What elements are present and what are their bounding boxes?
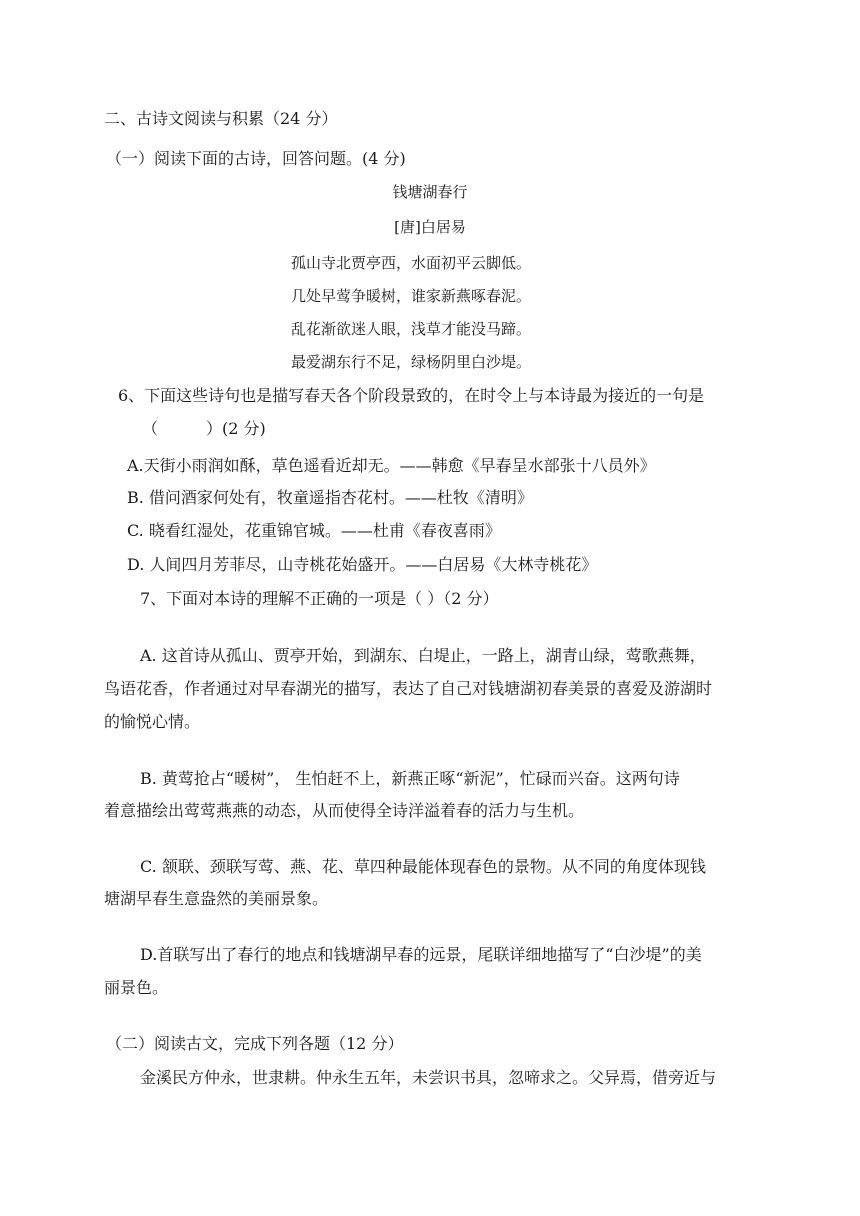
question-7-option-c-line: 塘湖早春生意盎然的美丽景象。 xyxy=(104,889,329,908)
poem-author: [唐]白居易 xyxy=(394,218,466,236)
question-6-stem: 6、下面这些诗句也是描写春天各个阶段景致的，在时令上与本诗最为接近的一句是 xyxy=(118,386,705,405)
question-6-option-d: D. 人间四月芳菲尽，山寺桃花始盛开。——白居易《大林寺桃花》 xyxy=(127,555,598,574)
poem-line: 几处早莺争暖树，谁家新燕啄春泥。 xyxy=(291,287,532,305)
classical-text-line: 金溪民方仲永，世隶耕。仲永生五年，未尝识书具，忽啼求之。父异焉，借旁近与 xyxy=(140,1068,717,1087)
question-7-option-d-line: 丽景色。 xyxy=(104,978,169,997)
part2-heading: （二）阅读古文，完成下列各题（12 分） xyxy=(106,1034,404,1053)
question-6-option-a: A.天街小雨润如酥，草色遥看近却无。——韩愈《早春呈水部张十八员外》 xyxy=(127,456,656,475)
question-7-stem: 7、下面对本诗的理解不正确的一项是（ ）（2 分） xyxy=(140,589,499,608)
poem-line: 最爱湖东行不足，绿杨阴里白沙堤。 xyxy=(291,353,532,371)
question-7-option-a-line: A. 这首诗从孤山、贾亭开始，到湖东、白堤止，一路上，湖青山绿，莺歌燕舞， xyxy=(140,646,706,665)
question-7-option-d-line: D.首联写出了春行的地点和钱塘湖早春的远景，尾联详细地描写了“白沙堤”的美 xyxy=(140,945,702,964)
poem-title: 钱塘湖春行 xyxy=(392,183,468,201)
poem-line: 乱花渐欲迷人眼，浅草才能没马蹄。 xyxy=(291,320,532,338)
question-7-option-a-line: 的愉悦心情。 xyxy=(104,712,201,731)
question-6-answer-blank: （ ）(2 分) xyxy=(142,419,266,438)
section-heading: 二、古诗文阅读与积累（24 分） xyxy=(104,109,338,128)
question-7-option-b-line: B. 黄莺抢占“暖树”， 生怕赶不上，新燕正啄“新泥”，忙碌而兴奋。这两句诗 xyxy=(140,769,680,788)
poem-line: 孤山寺北贾亭西，水面初平云脚低。 xyxy=(291,254,532,272)
question-6-option-c: C. 晓看红湿处，花重锦官城。——杜甫《春夜喜雨》 xyxy=(127,521,501,540)
question-6-option-b: B. 借问酒家何处有，牧童遥指杏花村。——杜牧《清明》 xyxy=(127,488,533,507)
question-7-option-a-line: 鸟语花香，作者通过对早春湖光的描写，表达了自己对钱塘湖初春美景的喜爱及游湖时 xyxy=(104,679,713,698)
question-7-option-c-line: C. 颔联、颈联写莺、燕、花、草四种最能体现春色的景物。从不同的角度体现钱 xyxy=(140,857,706,876)
question-7-option-b-line: 着意描绘出莺莺燕燕的动态，从而使得全诗洋溢着春的活力与生机。 xyxy=(104,801,585,820)
part1-heading: （一）阅读下面的古诗，回答问题。(4 分) xyxy=(106,149,406,168)
